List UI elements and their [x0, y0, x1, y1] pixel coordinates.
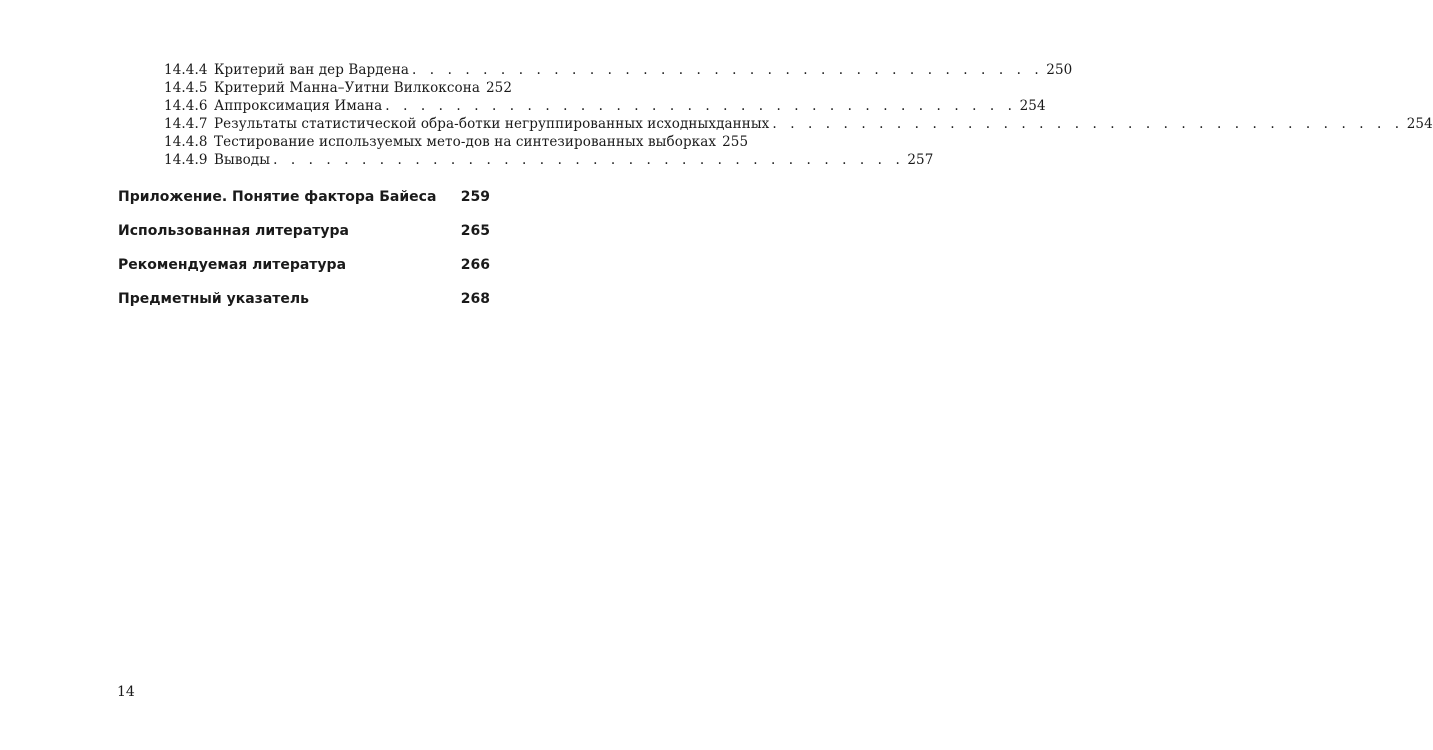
- entry-title-line-3: данных: [716, 116, 770, 132]
- entry-title-line-2: дов на синтезированных выборках: [465, 134, 717, 150]
- toc-entry-14-4-7[interactable]: [164, 115, 1433, 133]
- entry-title: Выводы: [214, 152, 271, 168]
- toc-section-appendix[interactable]: [118, 189, 490, 209]
- entry-number: 14.4.8: [164, 134, 208, 150]
- section-page: 259: [460, 189, 490, 205]
- entry-number: 14.4.5: [164, 80, 208, 96]
- leader-dots: . . . . . . . . . . . . . . . . . . . . . . . . . . . . . . . . . . . .: [412, 62, 1044, 78]
- entry-title-line-2: ботки негруппированных исходных: [458, 116, 717, 132]
- entry-number: 14.4.9: [164, 152, 208, 168]
- entry-title-line-1: Результаты статистической обра-: [214, 116, 459, 132]
- section-title: Предметный указатель: [118, 291, 309, 307]
- page-number: 14: [117, 684, 135, 700]
- section-title: Приложение. Понятие фактора Байеса: [118, 189, 437, 205]
- entry-page: 252: [485, 80, 513, 96]
- entry-page: 254: [1406, 116, 1433, 132]
- section-title: Использованная литература: [118, 223, 349, 239]
- entry-title: Критерий ван дер Вардена: [214, 62, 410, 78]
- leader-dots: . . . . . . . . . . . . . . . . . . . . . . . . . . . . . . . . . . . .: [385, 98, 1017, 114]
- toc-entry-14-4-4[interactable]: [164, 61, 1073, 79]
- entry-page: 250: [1046, 62, 1073, 78]
- entry-number: 14.4.4: [164, 62, 208, 78]
- toc-entry-14-4-6[interactable]: [164, 97, 1046, 115]
- section-page: 266: [460, 257, 490, 273]
- entry-page: 254: [1019, 98, 1046, 114]
- toc-entry-14-4-9[interactable]: [164, 151, 934, 169]
- table-of-contents: [118, 61, 1433, 311]
- entry-title: Аппроксимация Имана: [214, 98, 383, 114]
- toc-entry-14-4-5[interactable]: [164, 79, 513, 97]
- entry-page: 255: [722, 134, 749, 150]
- section-page: 265: [460, 223, 490, 239]
- entry-title: Критерий Манна–Уитни Вилкоксона: [214, 80, 480, 96]
- entry-page: 257: [907, 152, 934, 168]
- section-title: Рекомендуемая литература: [118, 257, 347, 273]
- entry-title-line-1: Тестирование используемых мето-: [214, 134, 466, 150]
- leader-dots: . . . . . . . . . . . . . . . . . . . . . . . . . . . . . . . . . . . .: [772, 116, 1404, 132]
- toc-entry-14-4-8[interactable]: [164, 133, 749, 151]
- entry-number: 14.4.6: [164, 98, 208, 114]
- subsection-list: [164, 61, 1433, 169]
- toc-section-subject-index[interactable]: [118, 291, 490, 311]
- toc-section-recommended-literature[interactable]: [118, 257, 490, 277]
- toc-section-used-literature[interactable]: [118, 223, 490, 243]
- section-page: 268: [460, 291, 490, 307]
- leader-dots: . . . . . . . . . . . . . . . . . . . . . . . . . . . . . . . . . . . .: [273, 152, 905, 168]
- entry-number: 14.4.7: [164, 116, 208, 132]
